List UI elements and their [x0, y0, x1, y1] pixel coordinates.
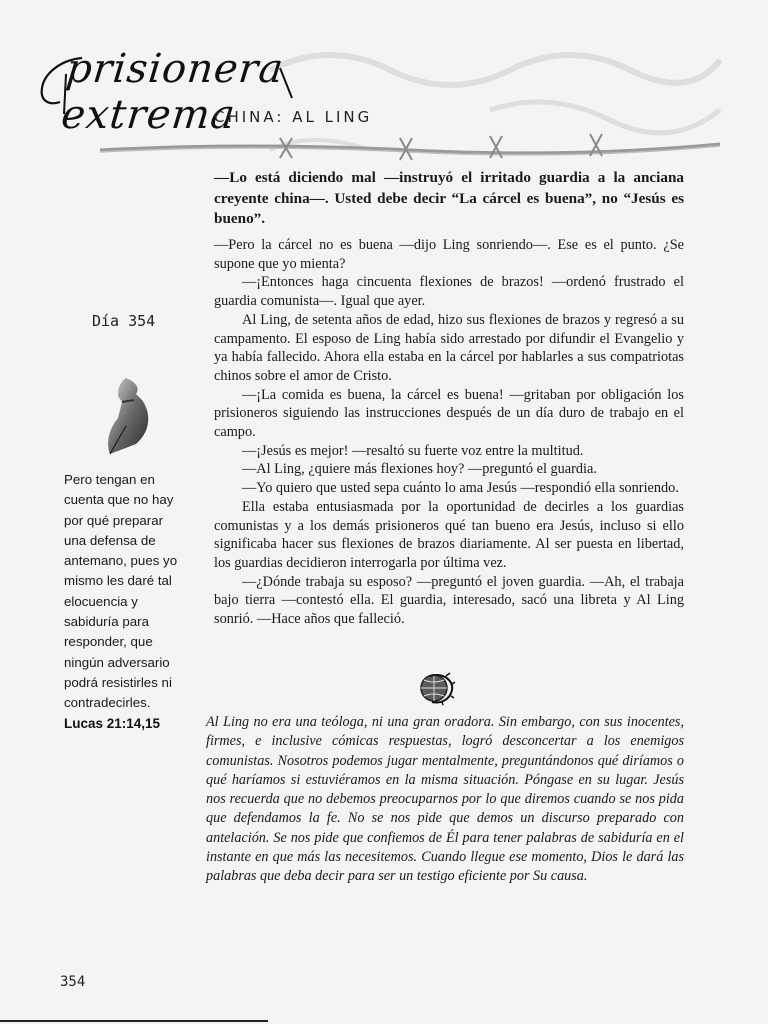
- reflection-paragraph: Al Ling no era una teóloga, ni una gran oradora. Sin embargo, con sus inocentes, firmes, e inclusive cómicas respuestas, logró desconcertar a los enemigos comunistas. Nosotros podemos jugar mentalmente, preguntándonos qué diríamos o qué haríamos si estuviéramos en la misma situación. Póngase en su lugar. Jesús nos recuerda que no debemos preocuparnos por lo que diremos cuando se nos pida que defendamos la fe. No se nos pide que demos un discurso preparado con antelación. Se nos pide que confiemos de Él para tener palabras de sabiduría en el instante en que más las necesitemos. Cuando llegue ese momento, Dios le dará las palabras que deba decir para ser un testigo eficiente por Su causa.: [206, 714, 684, 885]
- story-paragraph: Ella estaba entusiasmada por la oportunidad de decirles a los guardias comunistas y a los demás prisioneros qué tan bueno era Jesús, incluso si ello significaba hacer sus flexiones de brazos diariamente. Al ser puesta en libertad, los guardias decidieron interrogarla por última vez.: [214, 498, 684, 571]
- chapter-subtitle: CHINA: AL LING: [214, 108, 373, 126]
- verse-reference: Lucas 21:14,15: [64, 716, 161, 731]
- story-paragraph: —¡Entonces haga cincuenta flexiones de brazos! —ordenó frustrado el guardia comunista—. Igual que ayer.: [214, 274, 684, 310]
- story-body: [214, 236, 684, 629]
- globe-emblem-icon: [416, 670, 456, 706]
- barbed-wire-divider: [100, 128, 720, 168]
- story-paragraph: —¿Dónde trabaja su esposo? —preguntó el joven guardia. —Ah, el trabaja bajo tierra —contestó ella. El guardia, interesado, sacó una libreta y Al Ling sonrió. —Hace años que falleció.: [214, 573, 684, 628]
- story-paragraph: Al Ling, de setenta años de edad, hizo sus flexiones de brazos y regresó a su campamento. El esposo de Ling había sido arrestado por difundir el Evangelio y ya había fallecido. Ahora ella estaba en la cárcel por hablarles a sus compatriotas chinos sobre el amor de Cristo.: [214, 311, 684, 384]
- title-text: prisionera extrema: [59, 46, 287, 138]
- quill-icon: [96, 374, 160, 456]
- story-paragraph: —¡Jesús es mejor! —resaltó su fuerte voz entre la multitud.: [242, 442, 584, 459]
- story-paragraph: —Yo quiero que usted sepa cuánto lo ama Jesús —respondió ella sonriendo.: [242, 480, 679, 497]
- bottom-rule: [0, 1020, 268, 1022]
- story-paragraph: —Al Ling, ¿quiere más flexiones hoy? —preguntó el guardia.: [242, 461, 597, 478]
- story-paragraph: —Pero la cárcel no es buena —dijo Ling sonriendo—. Ese es el punto. ¿Se supone que yo mienta?: [214, 237, 684, 272]
- lead-paragraph: —Lo está diciendo mal —instruyó el irritado guardia a la anciana creyente china—. Usted debe decir “La cárcel es buena”, no “Jesús es bueno”.: [214, 169, 684, 227]
- story-paragraph: —¡La comida es buena, la cárcel es buena! —gritaban por obligación los prisioneros siguiendo las instrucciones después de un día duro de trabajo en el campo.: [214, 386, 684, 441]
- sidebar-verse: Pero tengan en cuenta que no hay por qué preparar una defensa de antemano, pues yo mismo les daré tal elocuencia y sabiduría para responder, que ningún adversario podrá resistirles ni contradecirles.: [64, 472, 178, 711]
- page-number: 354: [60, 974, 86, 990]
- day-label: Día 354: [92, 312, 156, 330]
